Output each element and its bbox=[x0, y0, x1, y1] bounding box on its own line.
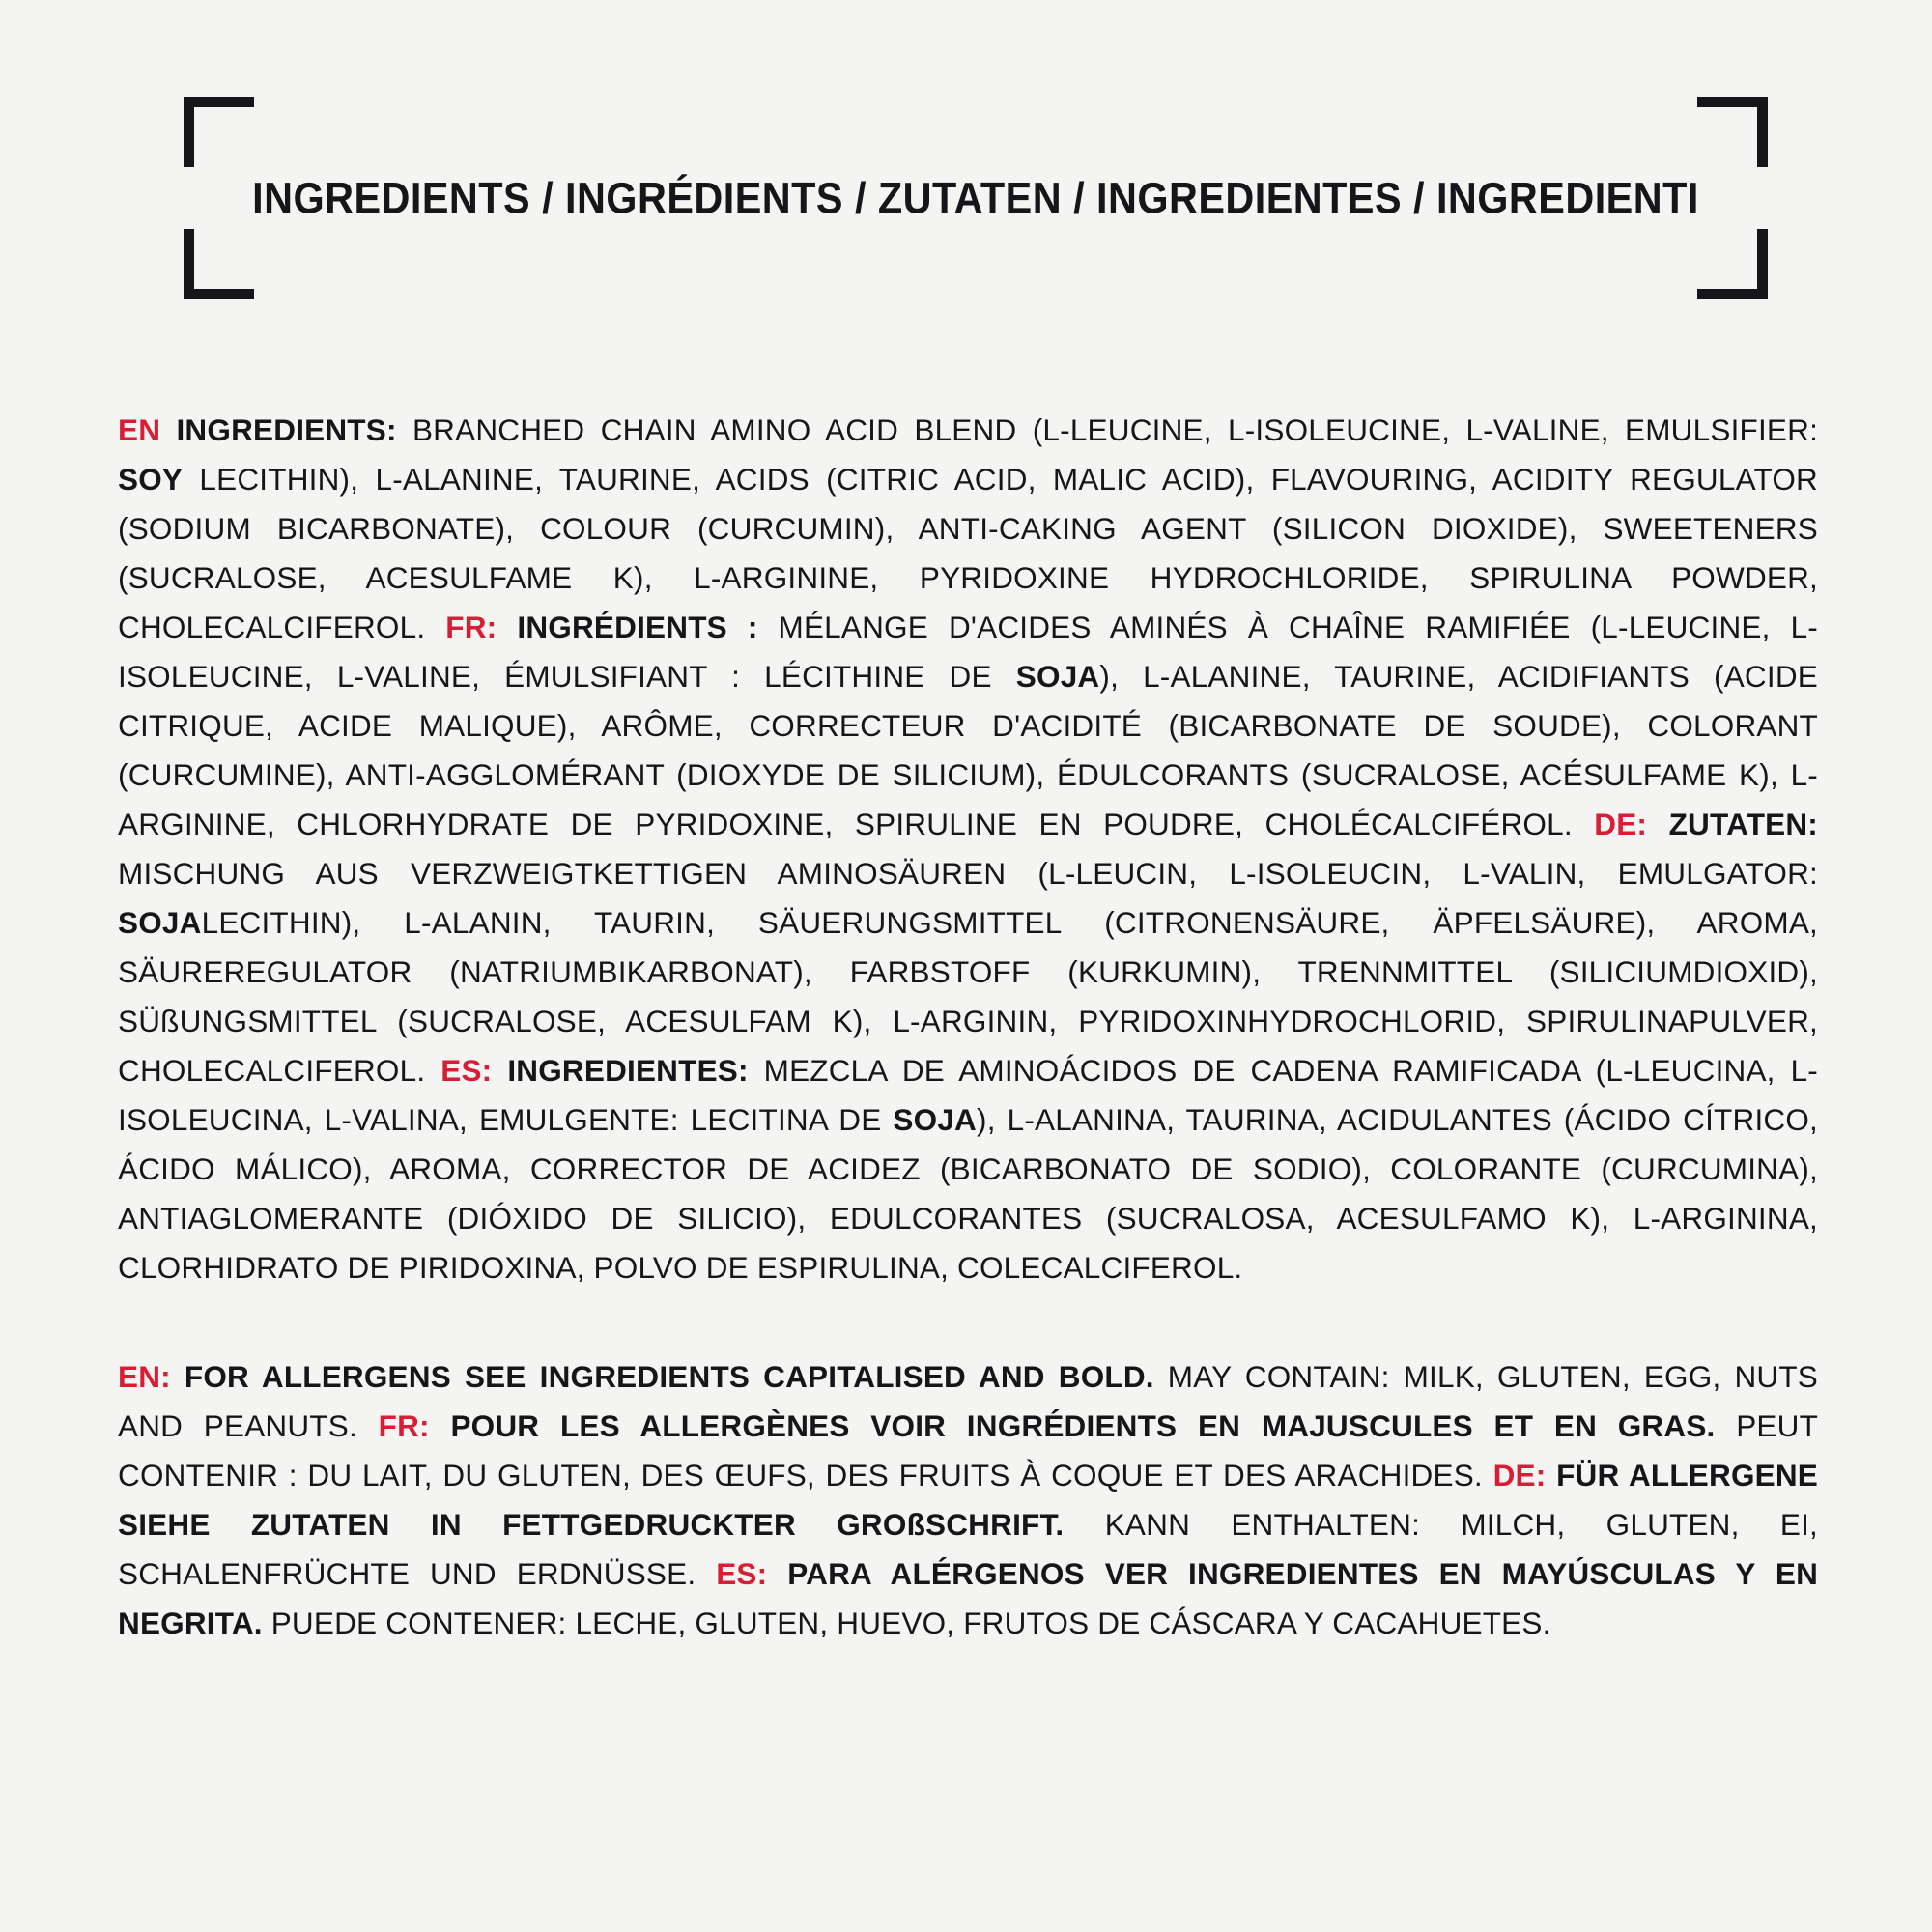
ingredients-text-en-1: BRANCHED CHAIN AMINO ACID BLEND (L-LEUCINE, L-ISOLEUCINE, L-VALINE, EMULSIFIER: bbox=[412, 412, 1819, 447]
lang-tag-es: ES: bbox=[440, 1053, 493, 1088]
allergen-lang-tag-es: ES: bbox=[716, 1556, 768, 1591]
ingredients-paragraph bbox=[118, 406, 1818, 1293]
corner-bracket-bottom-left-icon bbox=[184, 229, 254, 299]
ingredients-label-de: ZUTATEN: bbox=[1668, 807, 1818, 841]
page-title bbox=[184, 173, 1768, 223]
ingredients-text-fr-2: ), L-ALANINE, TAURINE, ACIDIFIANTS (ACIDE CITRIQUE, ACIDE MALIQUE), ARÔME, CORRECTEUR D'ACIDITÉ (BICARBONATE DE SOUDE), COLORANT (CURCUMINE), ANTI-AGGLOMÉRANT (DIOXYDE DE SILICIUM), ÉDULCORANTS (SUCRALOSE, ACÉSULFAME K), L-ARGININE, CHLORHYDRATE DE PYRIDOXINE, SPIRULINE EN POUDRE, CHOLÉCALCIFÉROL. bbox=[118, 659, 1818, 841]
allergen-statement-en: FOR ALLERGENS SEE INGREDIENTS CAPITALISED AND BOLD. bbox=[184, 1359, 1154, 1394]
allergen-fr-soja: SOJA bbox=[1015, 659, 1100, 694]
ingredients-text-fr-1: MÉLANGE D'ACIDES AMINÉS À CHAÎNE RAMIFIÉE (L-LEUCINE, L-ISOLEUCINE, L-VALINE, ÉMULSIFIANT : LÉCITHINE DE bbox=[118, 610, 1818, 694]
allergen-may-contain-fr: PEUT CONTENIR : DU LAIT, DU GLUTEN, DES ŒUFS, DES FRUITS À COQUE ET DES ARACHIDES. bbox=[118, 1408, 1819, 1492]
allergen-de-soja: SOJA bbox=[118, 905, 202, 940]
lang-tag-de: DE: bbox=[1594, 807, 1648, 841]
corner-bracket-bottom-right-icon bbox=[1697, 229, 1768, 299]
ingredients-text-en-2: LECITHIN), L-ALANINE, TAURINE, ACIDS (CITRIC ACID, MALIC ACID), FLAVOURING, ACIDITY REGULATOR (SODIUM BICARBONATE), COLOUR (CURCUMIN), ANTI-CAKING AGENT (SILICON DIOXIDE), SWEETENERS (SUCRALOSE, ACESULFAME K), L-ARGININE, PYRIDOXINE HYDROCHLORIDE, SPIRULINA POWDER, CHOLECALCIFEROL. bbox=[118, 462, 1818, 644]
ingredients-text-es-2: ), L-ALANINA, TAURINA, ACIDULANTES (ÁCIDO CÍTRICO, ÁCIDO MÁLICO), AROMA, CORRECTOR DE ACIDEZ (BICARBONATO DE SODIO), COLORANTE (CURCUMINA), ANTIAGLOMERANTE (DIÓXIDO DE SILICIO), EDULCORANTES (SUCRALOSA, ACESULFAMO K), L-ARGININA, CLORHIDRATO DE PIRIDOXINA, POLVO DE ESPIRULINA, COLECALCIFEROL. bbox=[118, 1102, 1818, 1285]
ingredients-text-es-1: MEZCLA DE AMINOÁCIDOS DE CADENA RAMIFICADA (L-LEUCINA, L-ISOLEUCINA, L-VALINA, EMULGENTE: LECITINA DE bbox=[118, 1053, 1818, 1137]
ingredients-label-en: INGREDIENTS: bbox=[176, 412, 397, 447]
corner-bracket-top-right-icon bbox=[1697, 97, 1768, 167]
allergen-es-soja: SOJA bbox=[893, 1102, 977, 1137]
lang-tag-en: EN bbox=[118, 412, 161, 447]
allergen-may-contain-en: MAY CONTAIN: MILK, GLUTEN, EGG, NUTS AND PEANUTS. bbox=[118, 1359, 1818, 1443]
allergen-may-contain-es: PUEDE CONTENER: LECHE, GLUTEN, HUEVO, FRUTOS DE CÁSCARA Y CACAHUETES. bbox=[270, 1605, 1551, 1640]
corner-bracket-top-left-icon bbox=[184, 97, 254, 167]
allergen-statement-fr: POUR LES ALLERGÈNES VOIR INGRÉDIENTS EN MAJUSCULES ET EN GRAS. bbox=[450, 1408, 1716, 1443]
ingredients-text-de-2: LECITHIN), L-ALANIN, TAURIN, SÄUERUNGSMITTEL (CITRONENSÄURE, ÄPFELSÄURE), AROMA, SÄUREREGULATOR (NATRIUMBIKARBONAT), FARBSTOFF (KURKUMIN), TRENNMITTEL (SILICIUMDIOXID), SÜßUNGSMITTEL (SUCRALOSE, ACESULFAM K), L-ARGININ, PYRIDOXINHYDROCHLORID, SPIRULINAPULVER, CHOLECALCIFEROL. bbox=[118, 905, 1818, 1088]
allergen-statement-de: FÜR ALLERGENE SIEHE ZUTATEN IN FETTGEDRUCKTER GROßSCHRIFT. bbox=[118, 1458, 1819, 1542]
ingredients-text-de-1: MISCHUNG AUS VERZWEIGTKETTIGEN AMINOSÄUREN (L-LEUCIN, L-ISOLEUCIN, L-VALIN, EMULGATOR: bbox=[118, 856, 1818, 891]
allergen-lang-tag-en: EN: bbox=[118, 1359, 171, 1394]
allergen-lang-tag-de: DE: bbox=[1492, 1458, 1547, 1492]
allergen-en-soy: SOY bbox=[118, 462, 184, 497]
allergen-may-contain-de: KANN ENTHALTEN: MILCH, GLUTEN, EI, SCHALENFRÜCHTE UND ERDNÜSSE. bbox=[118, 1507, 1819, 1591]
ingredients-label-es: INGREDIENTES: bbox=[507, 1053, 749, 1088]
header-bracket-frame bbox=[184, 97, 1768, 299]
allergen-lang-tag-fr: FR: bbox=[378, 1408, 430, 1443]
allergen-statement-es: PARA ALÉRGENOS VER INGREDIENTES EN MAYÚSCULAS Y EN NEGRITA. bbox=[118, 1556, 1819, 1640]
page-title-text: INGREDIENTS / INGRÉDIENTS / ZUTATEN / INGREDIENTES / INGREDIENTI bbox=[252, 173, 1699, 223]
allergen-paragraph bbox=[118, 1352, 1818, 1648]
ingredients-label-fr: INGRÉDIENTS : bbox=[517, 610, 758, 644]
lang-tag-fr: FR: bbox=[445, 610, 497, 644]
